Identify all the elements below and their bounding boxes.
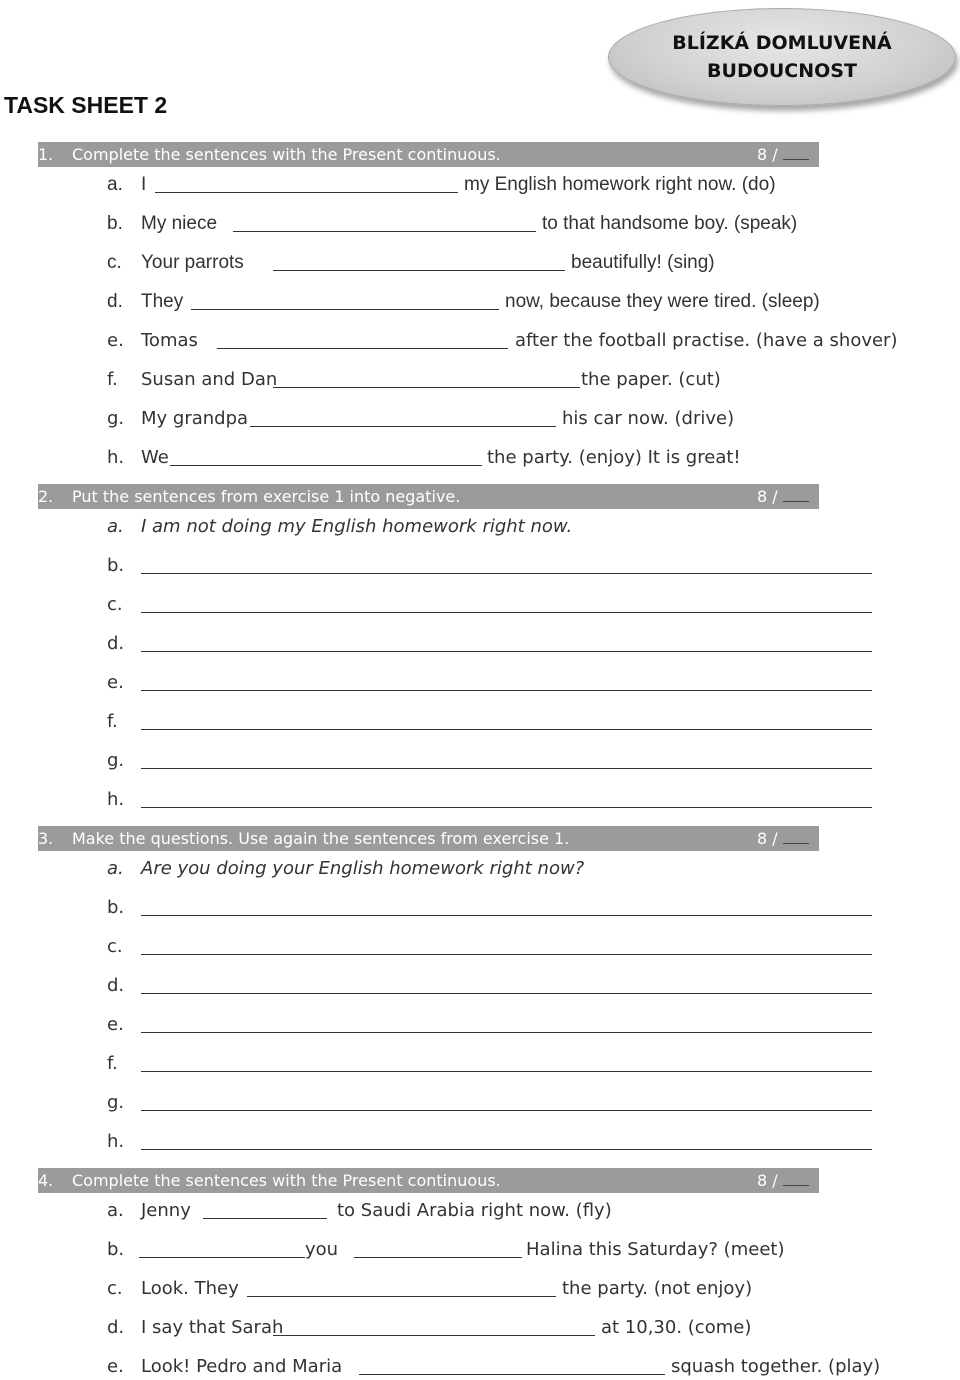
answer-blank[interactable] — [247, 1276, 556, 1297]
item-suffix: to that handsome boy. (speak) — [542, 213, 798, 234]
item-letter: d. — [107, 975, 125, 996]
score-box — [757, 484, 809, 509]
answer-blank[interactable] — [359, 1354, 665, 1375]
score-box — [757, 142, 809, 167]
badge-line-1: BLÍZKÁ DOMLUVENÁ — [672, 32, 892, 54]
answer-blank[interactable] — [203, 1198, 327, 1219]
example-sentence: Are you doing your English homework right now? — [141, 858, 585, 879]
item-letter: e. — [107, 1014, 124, 1035]
item-letter: c. — [107, 594, 123, 615]
item-suffix: my English homework right now. (do) — [464, 174, 776, 195]
answer-line[interactable] — [141, 973, 872, 994]
item-letter: g. — [107, 750, 125, 771]
answer-blank[interactable] — [233, 211, 536, 232]
answer-line[interactable] — [141, 1012, 872, 1033]
answer-blank[interactable] — [170, 445, 482, 466]
item-text-2: to Saudi Arabia right now. (fly) — [337, 1200, 612, 1221]
answer-blank[interactable] — [139, 1237, 305, 1258]
answer-line[interactable] — [141, 787, 872, 808]
answer-blank[interactable] — [273, 1315, 595, 1336]
answer-blank[interactable] — [273, 367, 580, 388]
item-text-1: you — [305, 1239, 339, 1260]
item-letter: d. — [107, 633, 125, 654]
answer-line[interactable] — [141, 592, 872, 613]
item-letter: g. — [107, 1092, 125, 1113]
item-letter: c. — [107, 936, 123, 957]
item-prefix: Susan and Dan — [141, 369, 278, 390]
answer-line[interactable] — [141, 631, 872, 652]
section-instruction: Complete the sentences with the Present continuous. — [72, 145, 501, 164]
score-box — [757, 826, 809, 851]
item-letter: e. — [107, 1356, 124, 1377]
item-letter: c. — [107, 1278, 123, 1299]
item-letter: f. — [107, 711, 118, 732]
item-suffix: after the football practise. (have a shover) — [515, 330, 898, 351]
topic-badge — [608, 8, 956, 106]
item-prefix: We — [141, 447, 169, 468]
answer-blank[interactable] — [155, 172, 458, 193]
section-header-1 — [38, 142, 819, 167]
score-blank — [783, 143, 809, 160]
item-prefix: Tomas — [141, 330, 198, 351]
section-instruction: Complete the sentences with the Present continuous. — [72, 1171, 501, 1190]
item-letter: f. — [107, 369, 118, 390]
item-letter: h. — [107, 1131, 125, 1152]
item-text-1: Jenny — [141, 1200, 191, 1221]
section-number: 2. — [38, 487, 54, 506]
score-label: 8 / — [757, 145, 778, 164]
answer-line[interactable] — [141, 670, 872, 691]
item-text-2: the party. (not enjoy) — [562, 1278, 753, 1299]
item-suffix: the party. (enjoy) It is great! — [487, 447, 741, 468]
item-letter: d. — [107, 1317, 125, 1338]
answer-line[interactable] — [141, 748, 872, 769]
answer-blank[interactable] — [217, 328, 508, 349]
item-letter: h. — [107, 447, 125, 468]
item-letter: g. — [107, 408, 125, 429]
answer-line[interactable] — [141, 895, 872, 916]
answer-blank[interactable] — [354, 1237, 522, 1258]
item-letter: a. — [107, 516, 124, 537]
score-blank — [783, 485, 809, 502]
item-letter: c. — [107, 252, 122, 273]
item-suffix: his car now. (drive) — [562, 408, 735, 429]
section-number: 4. — [38, 1171, 54, 1190]
answer-blank[interactable] — [250, 406, 556, 427]
section-number: 3. — [38, 829, 54, 848]
item-letter: a. — [107, 1200, 124, 1221]
badge-line-2: BUDOUCNOST — [707, 60, 857, 82]
sheet-title: TASK SHEET 2 — [4, 92, 168, 118]
item-prefix: I — [141, 174, 147, 195]
answer-line[interactable] — [141, 1051, 872, 1072]
item-letter: d. — [107, 291, 123, 312]
item-text-2: at 10,30. (come) — [601, 1317, 752, 1338]
score-label: 8 / — [757, 1171, 778, 1190]
answer-blank[interactable] — [273, 250, 565, 271]
item-text-1: Look! Pedro and Maria — [141, 1356, 343, 1377]
item-letter: a. — [107, 174, 123, 195]
score-blank — [783, 1169, 809, 1186]
item-text-1: I say that Sarah — [141, 1317, 284, 1338]
item-letter: b. — [107, 897, 125, 918]
item-letter: a. — [107, 858, 124, 879]
item-letter: h. — [107, 789, 125, 810]
item-letter: f. — [107, 1053, 118, 1074]
score-label: 8 / — [757, 829, 778, 848]
item-prefix: They — [141, 291, 184, 312]
item-letter: e. — [107, 330, 124, 351]
item-text-2: Halina this Saturday? (meet) — [526, 1239, 785, 1260]
section-header-2 — [38, 484, 819, 509]
item-prefix: Your parrots — [141, 252, 244, 273]
score-box — [757, 1168, 809, 1193]
item-letter: e. — [107, 672, 124, 693]
answer-line[interactable] — [141, 553, 872, 574]
answer-line[interactable] — [141, 1090, 872, 1111]
score-blank — [783, 827, 809, 844]
section-instruction: Put the sentences from exercise 1 into negative. — [72, 487, 461, 506]
section-header-4 — [38, 1168, 819, 1193]
item-suffix: beautifully! (sing) — [571, 252, 715, 273]
item-suffix: the paper. (cut) — [581, 369, 721, 390]
item-text-1: Look. They — [141, 1278, 239, 1299]
item-suffix: now, because they were tired. (sleep) — [505, 291, 820, 312]
score-label: 8 / — [757, 487, 778, 506]
section-header-3 — [38, 826, 819, 851]
answer-blank[interactable] — [191, 289, 499, 310]
item-letter: b. — [107, 555, 125, 576]
item-letter: b. — [107, 1239, 125, 1260]
answer-line[interactable] — [141, 709, 872, 730]
item-text-2: squash together. (play) — [671, 1356, 881, 1377]
answer-line[interactable] — [141, 1129, 872, 1150]
item-letter: b. — [107, 213, 123, 234]
item-prefix: My niece — [141, 213, 218, 234]
answer-line[interactable] — [141, 934, 872, 955]
example-sentence: I am not doing my English homework right now. — [141, 516, 573, 537]
item-prefix: My grandpa — [141, 408, 249, 429]
section-instruction: Make the questions. Use again the sentences from exercise 1. — [72, 829, 570, 848]
section-number: 1. — [38, 145, 54, 164]
